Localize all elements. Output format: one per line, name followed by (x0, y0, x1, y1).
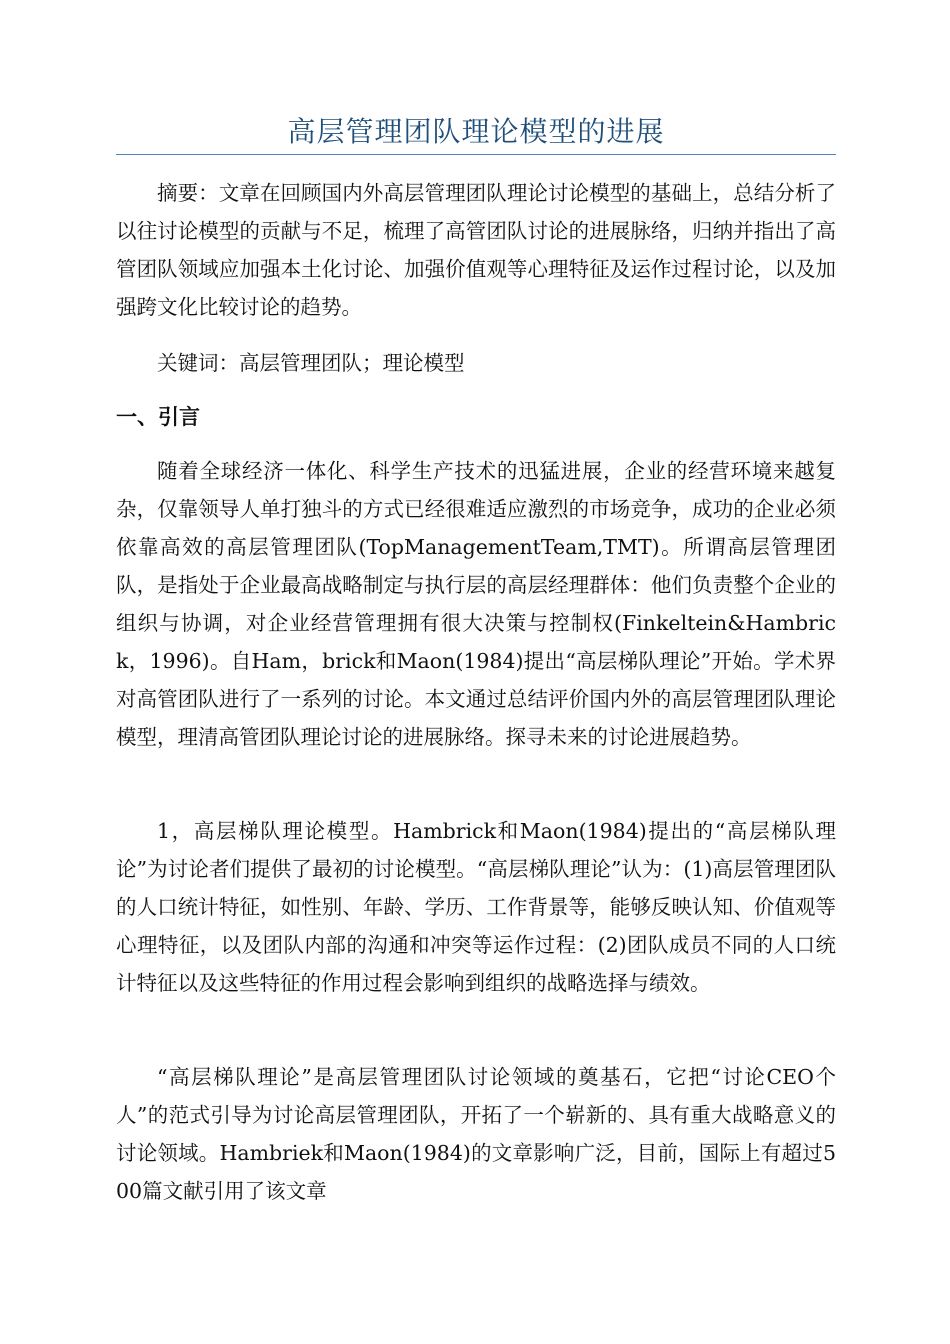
model-paragraph: 1，高层梯队理论模型。Hambrick和Maon(1984)提出的“高层梯队理论”为讨论者们提供了最初的讨论模型。“高层梯队理论”认为：(1)高层管理团队的人口统计特征，如性别、年龄、学历、工作背景等，能够反映认知、价值观等心理特征，以及团队内部的沟通和冲突等运作过程：(2)团队成员不同的人口统计特征以及这些特征的作用过程会影响到组织的战略选择与绩效。 (116, 819, 836, 995)
title-underline (116, 154, 836, 155)
significance-paragraph: “高层梯队理论”是高层管理团队讨论领域的奠基石，它把“讨论CEO个人”的范式引导为讨论高层管理团队，开拓了一个崭新的、具有重大战略意义的讨论领域。Hambriek和Maon(1984)的文章影响广泛，目前，国际上有超过500篇文献引用了该文章 (116, 1065, 836, 1203)
abstract-paragraph: 摘要：文章在回顾国内外高层管理团队理论讨论模型的基础上，总结分析了以往讨论模型的贡献与不足，梳理了高管团队讨论的进展脉络，归纳并指出了高管团队领域应加强本土化讨论、加强价值观等心理特征及运作过程讨论，以及加强跨文化比较讨论的趋势。 (116, 181, 836, 319)
intro-paragraph: 随着全球经济一体化、科学生产技术的迅猛进展，企业的经营环境来越复杂，仅靠领导人单打独斗的方式已经很难适应激烈的市场竞争，成功的企业必须依靠高效的高层管理团队(TopManagementTeam,TMT)。所谓高层管理团队，是指处于企业最高战略制定与执行层的高层经理群体：他们负责整个企业的组织与协调，对企业经营管理拥有很大决策与控制权(Finkeltein&Hambrick，1996)。自Ham，brick和Maon(1984)提出“高层梯队理论”开始。学术界对高管团队进行了一系列的讨论。本文通过总结评价国内外的高层管理团队理论模型，理清高管团队理论讨论的进展脉络。探寻未来的讨论进展趋势。 (116, 459, 836, 749)
section-heading-introduction: 一、引言 (116, 405, 200, 429)
keywords-line: 关键词：高层管理团队；理论模型 (157, 351, 465, 375)
document-title: 高层管理团队理论模型的进展 (287, 115, 665, 148)
